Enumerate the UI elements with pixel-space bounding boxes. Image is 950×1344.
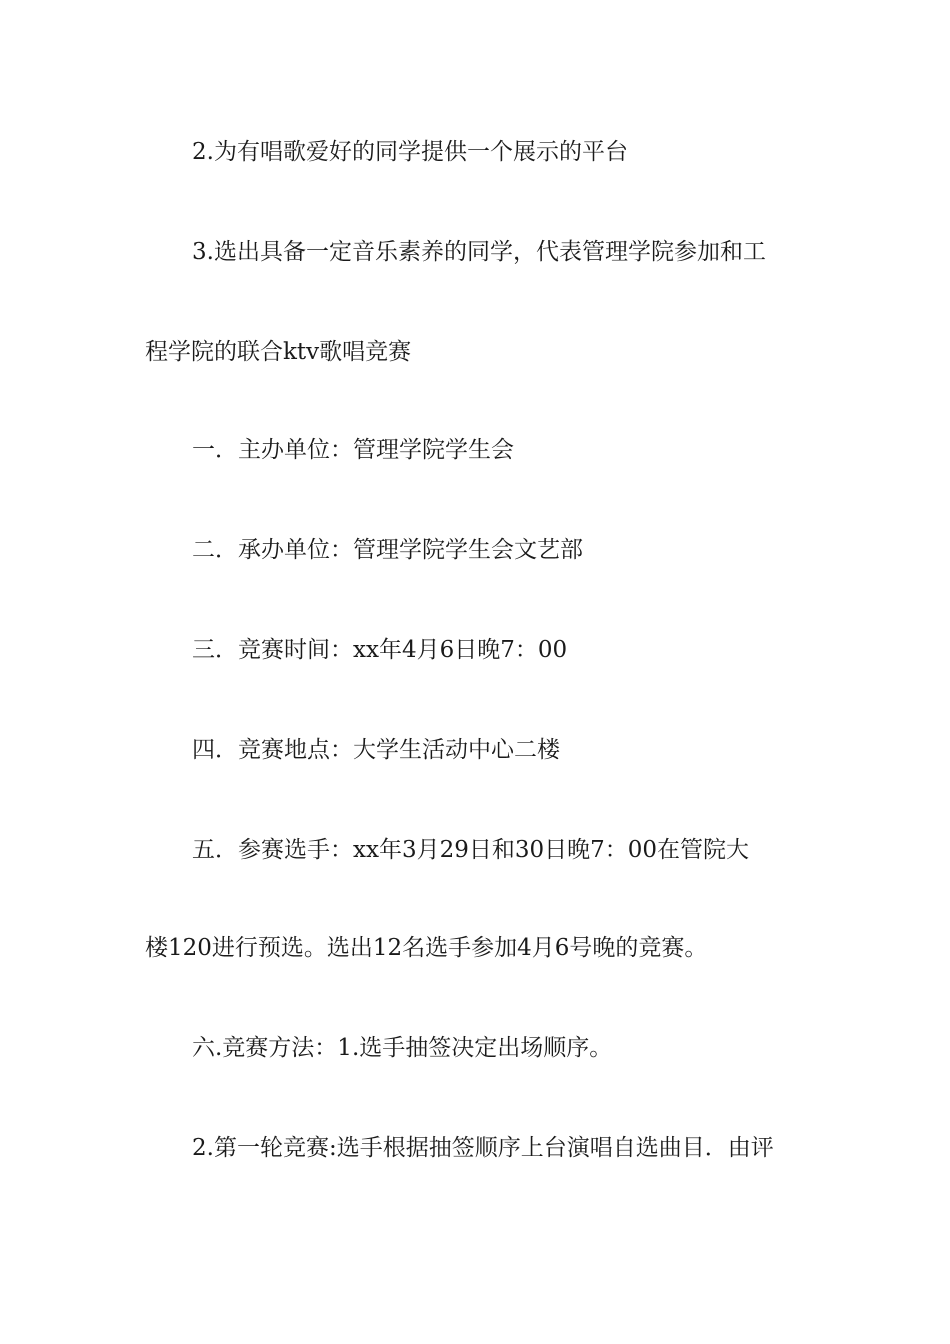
section-contestants: 五．参赛选手：xx年3月29日和30日晚7：00在管院大 xyxy=(192,837,750,863)
section-method-round-one: 2.第一轮竞赛:选手根据抽签顺序上台演唱自选曲目．由评 xyxy=(192,1135,774,1161)
section-organizer: 一．主办单位：管理学院学生会 xyxy=(192,437,514,463)
section-location: 四．竞赛地点：大学生活动中心二楼 xyxy=(192,737,560,763)
paragraph-line-2: 3.选出具备一定音乐素养的同学，代表管理学院参加和工 xyxy=(192,239,766,265)
paragraph-line-3: 程学院的联合ktv歌唱竞赛 xyxy=(145,339,412,365)
section-co-organizer: 二．承办单位：管理学院学生会文艺部 xyxy=(192,537,583,563)
paragraph-line-1: 2.为有唱歌爱好的同学提供一个展示的平台 xyxy=(192,139,628,165)
section-time: 三．竞赛时间：xx年4月6日晚7：00 xyxy=(192,637,568,663)
section-method: 六.竞赛方法：1.选手抽签决定出场顺序。 xyxy=(192,1035,613,1061)
section-contestants-continued: 楼120进行预选。选出12名选手参加4月6号晚的竞赛。 xyxy=(145,935,708,961)
